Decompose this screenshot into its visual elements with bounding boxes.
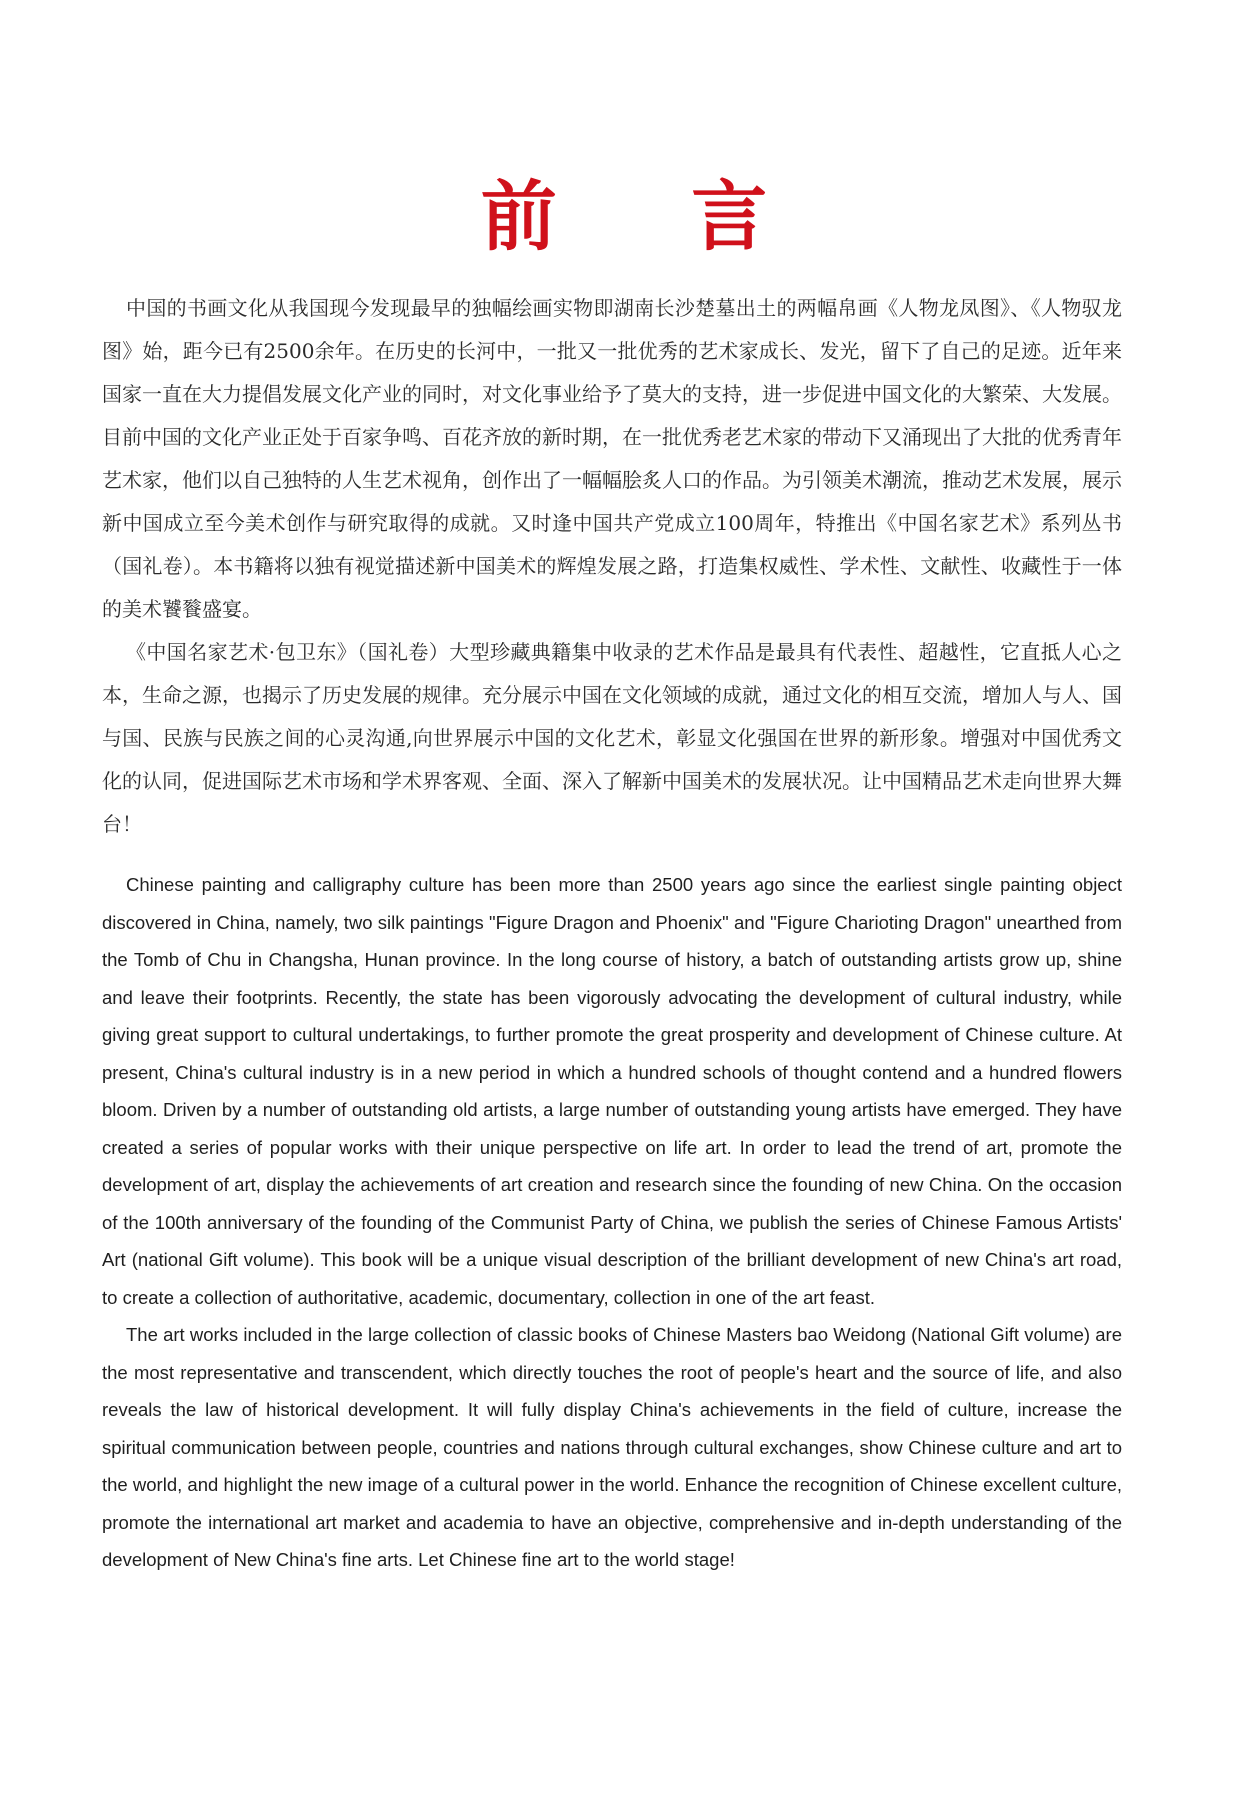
chinese-paragraph: 中国的书画文化从我国现今发现最早的独幅绘画实物即湖南长沙楚墓出土的两幅帛画《人物龙凤图》、《人物驭龙图》始，距今已有2500余年。在历史的长河中，一批又一批优秀的艺术家成长、发光，留下了自己的足迹。近年来国家一直在大力提倡发展文化产业的同时，对文化事业给予了莫大的支持，进一步促进中国文化的大繁荣、大发展。目前中国的文化产业正处于百家争鸣、百花齐放的新时期，在一批优秀老艺术家的带动下又涌现出了大批的优秀青年艺术家，他们以自己独特的人生艺术视角，创作出了一幅幅脍炙人口的作品。为引领美术潮流，推动艺术发展，展示新中国成立至今美术创作与研究取得的成就。又时逢中国共产党成立100周年，特推出《中国名家艺术》系列丛书（国礼卷）。本书籍将以独有视觉描述新中国美术的辉煌发展之路，打造集权威性、学术性、文献性、收藏性于一体的美术饕餮盛宴。	[102, 296, 1122, 621]
english-paragraph: The art works included in the large collection of classic books of Chinese Masters bao Weidong (National Gift volume) are the most representative and transcendent, which directly touches the root of people's heart and the source of life, and also reveals the law of historical development. It will fully display China's achievements in the field of culture, increase the spiritual communication between people, countries and nations through cultural exchanges, show Chinese culture and art to the world, and highlight the new image of a cultural power in the world. Enhance the recognition of Chinese excellent culture, promote the international art market and academia to have an objective, comprehensive and in-depth understanding of the development of New China's fine arts. Let Chinese fine art to the world stage!	[102, 1324, 1122, 1570]
english-paragraph: Chinese painting and calligraphy culture has been more than 2500 years ago since the earliest single painting object discovered in China, namely, two silk paintings "Figure Dragon and Phoenix" and "Figure Charioting Dragon" unearthed from the Tomb of Chu in Changsha, Hunan province. In the long course of history, a batch of outstanding artists grow up, shine and leave their footprints. Recently, the state has been vigorously advocating the development of cultural industry, while giving great support to cultural undertakings, to further promote the great prosperity and development of Chinese culture. At present, China's cultural industry is in a new period in which a hundred schools of thought contend and a hundred flowers bloom. Driven by a number of outstanding old artists, a large number of outstanding young artists have emerged. They have created a series of popular works with their unique perspective on life art. In order to lead the trend of art, promote the development of art, display the achievements of art creation and research since the founding of new China. On the occasion of the 100th anniversary of the founding of the Communist Party of China, we publish the series of Chinese Famous Artists' Art (national Gift volume). This book will be a unique visual description of the brilliant development of new China's art road, to create a collection of authoritative, academic, documentary, collection in one of the art feast.	[102, 874, 1122, 1308]
chinese-paragraph: 《中国名家艺术·包卫东》（国礼卷）大型珍藏典籍集中收录的艺术作品是最具有代表性、超越性，它直抵人心之本，生命之源，也揭示了历史发展的规律。充分展示中国在文化领域的成就，通过文化的相互交流，增加人与人、国与国、民族与民族之间的心灵沟通,向世界展示中国的文化艺术，彰显文化强国在世界的新形象。增强对中国优秀文化的认同，促进国际艺术市场和学术界客观、全面、深入了解新中国美术的发展状况。让中国精品艺术走向世界大舞台！	[102, 640, 1122, 836]
chinese-preface	[102, 287, 1122, 846]
english-preface	[102, 866, 1122, 1579]
page-title: 前 言	[480, 172, 822, 261]
